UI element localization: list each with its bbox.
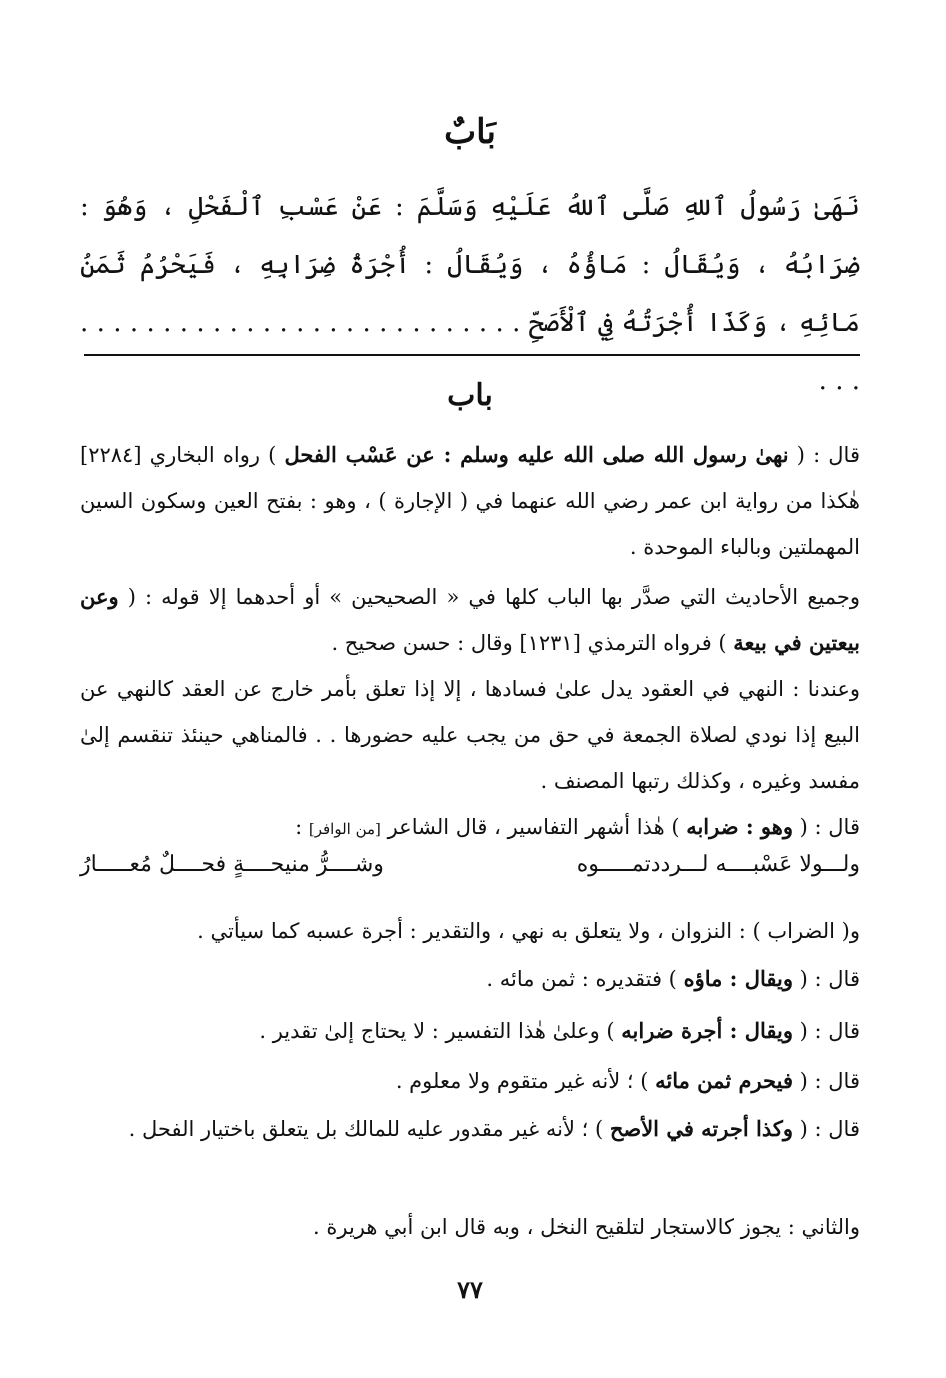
page-number: ٧٧ bbox=[457, 1275, 483, 1304]
paragraph-text: ) هٰذا أشهر التفاسير ، قال الشاعر bbox=[380, 815, 687, 839]
paragraph-4 bbox=[80, 804, 860, 852]
paragraph-text: ) وعلىٰ هٰذا التفسير : لا يحتاج إلىٰ تقدير . bbox=[259, 1019, 622, 1043]
paragraph-8 bbox=[80, 1058, 860, 1104]
paragraph-text: ) فرواه الترمذي [١٢٣١] وقال : حسن صحيح . bbox=[331, 631, 734, 655]
paragraph-lead: وجميع الأحاديث التي صدَّر بها الباب كلها في « الصحيحين » أو أحدهما إلا قوله : ( bbox=[118, 585, 860, 609]
paragraph-lead: قال : ( bbox=[793, 967, 860, 991]
section-divider bbox=[84, 354, 860, 356]
quoted-matn: فيحرم ثمن مائه bbox=[655, 1068, 793, 1093]
poetic-meter: [من الوافر] bbox=[308, 820, 381, 838]
paragraph-lead: قال : ( bbox=[788, 443, 860, 467]
paragraph-3: وعندنا : النهي في العقود يدل علىٰ فسادها ، إلا إذا تعلق بأمر خارج عن العقد كالنهي عن البيع إذا نودي لصلاة الجمعة في حق من يجب عليه حضورها . . فالمناهي حينئذ تنقسم إلىٰ مفسد وغيره ، وكذلك رتبها المصنف . bbox=[80, 677, 860, 793]
quoted-matn: نهىٰ رسول الله صلى الله عليه وسلم : عن عَسْب الفحل bbox=[284, 442, 789, 467]
paragraph-lead: قال : ( bbox=[793, 815, 860, 839]
quoted-matn: وعن بيعتين في بيعة bbox=[80, 584, 860, 655]
paragraph-text: ) ؛ لأنه غير مقدور عليه للمالك بل يتعلق باختيار الفحل . bbox=[128, 1117, 610, 1141]
paragraph-9 bbox=[80, 1106, 860, 1152]
paragraph-5: و( الضراب ) : النزوان ، ولا يتعلق به نهي ، والتقدير : أجرة عسبه كما سيأتي . bbox=[197, 919, 860, 943]
paragraph-10: والثاني : يجوز كالاستجار لتلقيح النخل ، وبه قال ابن أبي هريرة . bbox=[313, 1215, 860, 1239]
verse-hemistich-2: وشــــرُّ منيحــــةٍ فحــــلٌ مُعـــــارُ bbox=[80, 852, 384, 877]
paragraph-text: ) ؛ لأنه غير متقوم ولا معلوم . bbox=[395, 1069, 656, 1093]
paragraph-text: : bbox=[295, 815, 309, 839]
paragraph-lead: قال : ( bbox=[793, 1069, 860, 1093]
quoted-matn: ويقال : أجرة ضرابه bbox=[621, 1018, 793, 1043]
quoted-matn: وكذا أجرته في الأصح bbox=[609, 1116, 793, 1141]
poetry-verse bbox=[80, 852, 860, 892]
verse-hemistich-1: ولـــولا عَسْبــــه لـــرددتمـــــوه bbox=[576, 852, 860, 877]
paragraph-6 bbox=[80, 956, 860, 1002]
paragraph-2 bbox=[80, 574, 860, 666]
paragraph-lead: قال : ( bbox=[793, 1117, 860, 1141]
paragraph-1 bbox=[80, 432, 860, 570]
paragraph-text: ) فتقديره : ثمن مائه . bbox=[486, 967, 684, 991]
sharh-chapter-title: باب bbox=[447, 378, 493, 413]
quoted-matn: وهو : ضرابه bbox=[686, 814, 793, 839]
paragraph-7 bbox=[80, 1008, 860, 1054]
quoted-matn: ويقال : ماؤه bbox=[683, 966, 793, 991]
paragraph-lead: قال : ( bbox=[793, 1019, 860, 1043]
matn-text: نَهَىٰ رَسُولُ ٱللهِ صَلَّى ٱللهُ عَلَيْهِ وَسَلَّمَ : عَنْ عَسْبِ ٱلْفَحْلِ ، وَهُوَ : ضِرَابُهُ ، وَيُقَالُ : مَاؤُهُ ، وَيُقَالُ : أُجْرَةُ ضِرَابِهِ ، فَيَحْرُمُ ثَمَنُ مَائِهِ ، وَكَذَا أُجْرَتُهُ فِي ٱلْأَصَحِّ . . . . . . . . . . . . . . . . . . . . . . . . . . . . . . bbox=[80, 192, 860, 396]
paragraph-text: ) رواه البخاري [٢٢٨٤] هٰكذا من رواية ابن عمر رضي الله عنهما في ( الإجارة ) ، وهو : بفتح العين وسكون السين المهملتين وبالباء الموحدة . bbox=[80, 443, 860, 559]
matn-chapter-title: بَابٌ bbox=[444, 112, 496, 152]
